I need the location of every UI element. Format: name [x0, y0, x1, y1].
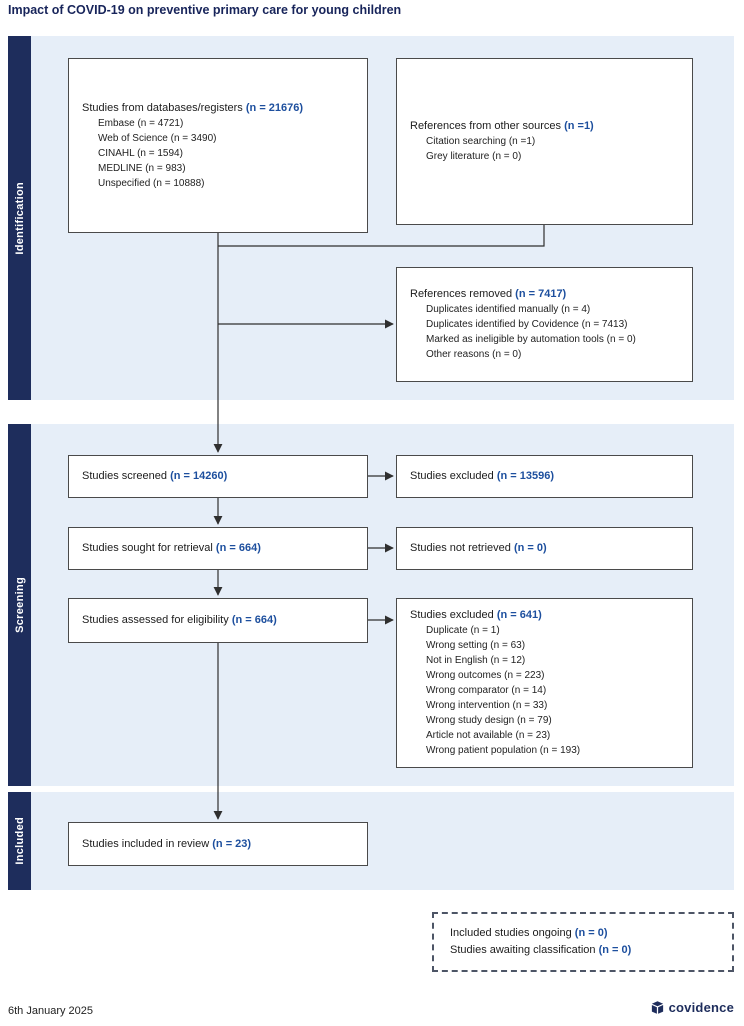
box-label: Studies awaiting classification	[450, 944, 596, 956]
box-label: Studies screened	[82, 470, 167, 482]
box-count: (n = 7417)	[515, 288, 567, 300]
section-label-text: Screening	[13, 577, 26, 633]
box-studies-assessed	[68, 598, 368, 643]
box-count: (n = 664)	[231, 614, 277, 626]
box-item: Other reasons (n = 0)	[426, 349, 522, 360]
box-item: Wrong study design (n = 79)	[426, 715, 552, 726]
box-label: Studies included in review	[82, 837, 210, 850]
box-item: Web of Science (n = 3490)	[98, 132, 217, 144]
box-label: Studies sought for retrieval	[82, 542, 213, 554]
box-label: References from other sources	[410, 120, 562, 132]
box-item: Duplicates identified manually (n = 4)	[426, 304, 591, 315]
box-count: (n = 641)	[496, 609, 542, 621]
box-heading	[410, 469, 684, 484]
box-studies-included	[68, 822, 368, 866]
box-item: Duplicates identified by Covidence (n = 7413)	[426, 319, 628, 330]
report-date: 6th January 2025	[8, 1005, 94, 1017]
box-heading	[410, 608, 684, 623]
box-item: Embase (n = 4721)	[98, 117, 184, 129]
box-count: (n = 0)	[574, 927, 608, 939]
box-heading	[450, 925, 732, 942]
box-item: Wrong outcomes (n = 223)	[426, 670, 545, 681]
box-count: (n = 0)	[598, 944, 632, 956]
covidence-logo	[650, 1000, 734, 1015]
box-count: (n = 14260)	[170, 470, 228, 482]
box-count: (n = 21676)	[245, 101, 304, 114]
covidence-logo-icon	[650, 1000, 665, 1015]
box-label: Studies not retrieved	[410, 542, 511, 554]
box-item: Article not available (n = 23)	[426, 730, 551, 741]
section-label-screening	[8, 424, 31, 786]
box-references-removed	[396, 267, 693, 382]
box-studies-from-databases	[68, 58, 368, 233]
box-item: Wrong comparator (n = 14)	[426, 685, 547, 696]
box-label: References removed	[410, 288, 513, 300]
box-label: Studies assessed for eligibility	[82, 614, 229, 626]
box-heading	[82, 101, 359, 116]
covidence-logo-text: covidence	[668, 1000, 734, 1015]
box-heading	[82, 613, 359, 628]
box-item: Grey literature (n = 0)	[426, 151, 522, 162]
box-count: (n = 664)	[215, 542, 261, 554]
box-heading	[82, 837, 359, 852]
box-item: Marked as ineligible by automation tools (n = 0)	[426, 334, 636, 345]
section-label-included	[8, 792, 31, 890]
box-item: Wrong intervention (n = 33)	[426, 700, 548, 711]
page-title: Impact of COVID-19 on preventive primary care for young children	[8, 3, 402, 17]
box-studies-sought	[68, 527, 368, 570]
box-heading	[410, 541, 684, 556]
box-item: Wrong setting (n = 63)	[426, 640, 526, 651]
box-references-other-sources	[396, 58, 693, 225]
section-label-text: Included	[13, 817, 26, 865]
box-heading	[410, 119, 684, 134]
box-item: Not in English (n = 12)	[426, 655, 526, 666]
section-label-text: Identification	[13, 181, 26, 255]
box-item: MEDLINE (n = 983)	[98, 162, 186, 174]
box-label: Included studies ongoing	[450, 927, 572, 939]
box-item: Duplicate (n = 1)	[426, 625, 500, 636]
box-count: (n = 13596)	[496, 470, 555, 482]
box-label: Studies from databases/registers	[82, 101, 243, 114]
box-heading	[450, 942, 732, 959]
box-heading	[82, 541, 359, 556]
box-label: Studies excluded	[410, 470, 494, 482]
section-label-identification	[8, 36, 31, 400]
box-count: (n =1)	[564, 120, 594, 132]
box-heading	[410, 287, 684, 302]
box-heading	[82, 469, 359, 484]
box-studies-not-retrieved	[396, 527, 693, 570]
box-item: Unspecified (n = 10888)	[98, 177, 205, 189]
box-studies-excluded-eligibility	[396, 598, 693, 768]
box-count: (n = 23)	[212, 837, 252, 850]
box-label: Studies excluded	[410, 609, 494, 621]
box-item: CINAHL (n = 1594)	[98, 147, 183, 159]
box-item: Wrong patient population (n = 193)	[426, 745, 581, 756]
box-ongoing-awaiting	[432, 912, 734, 972]
box-studies-excluded-screening	[396, 455, 693, 498]
box-item: Citation searching (n =1)	[426, 136, 536, 147]
box-count: (n = 0)	[513, 542, 547, 554]
box-studies-screened	[68, 455, 368, 498]
